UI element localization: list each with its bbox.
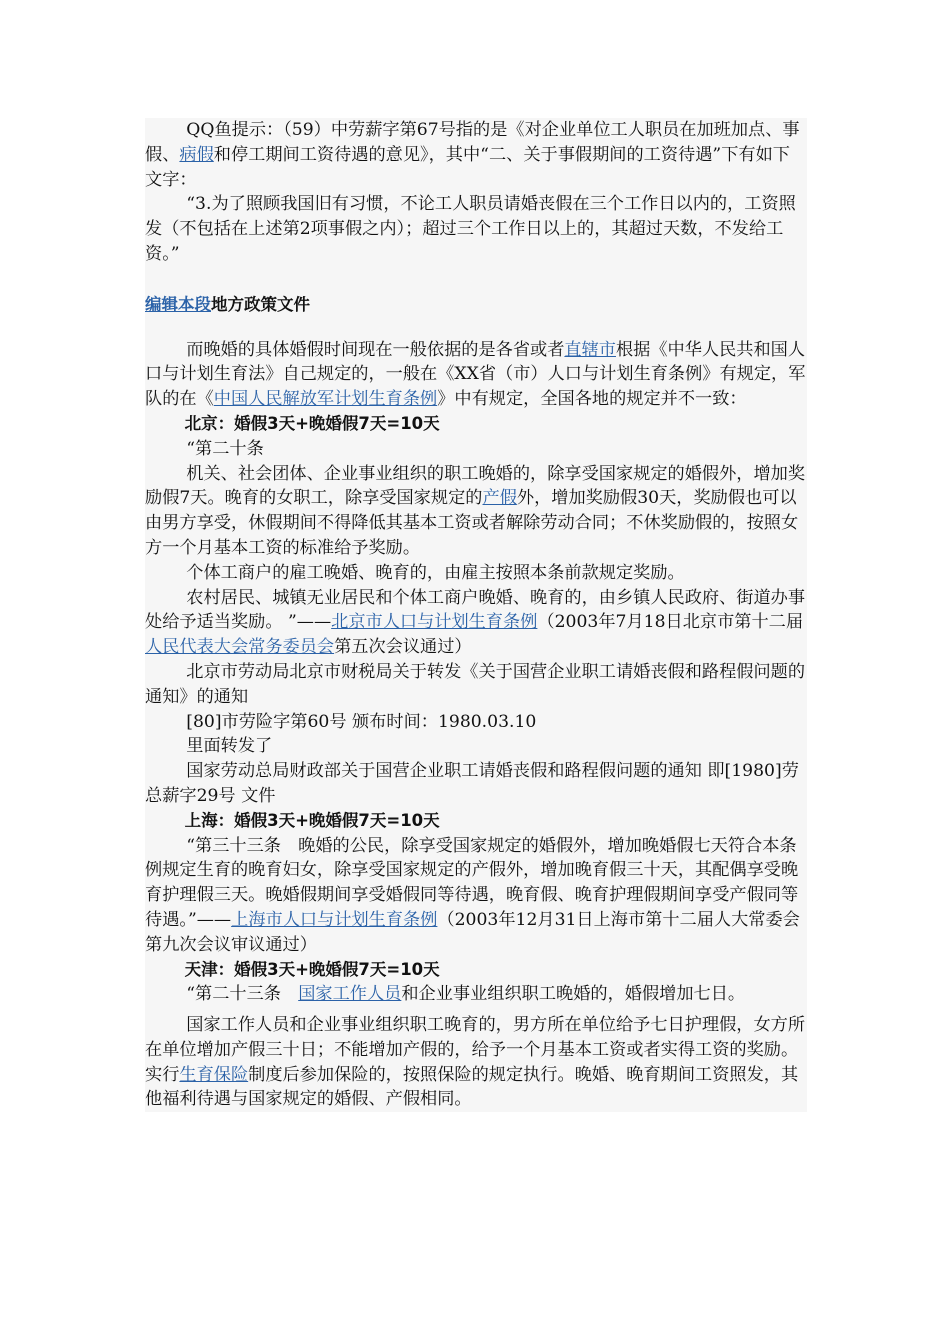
beijing-paragraph-6: 里面转发了: [186, 736, 273, 757]
text: 制度后参加保险的，按照保险的规定执行。晚婚、晚育期间工资照发，其他福利待遇与国家规定的婚假、产假相同。: [145, 1064, 799, 1110]
beijing-heading: 北京：婚假3天+晚婚假7天=10天: [184, 413, 440, 433]
text: 国家工作人员和企业事业组织职工晚育的，男方所在单位给予七日护理假，女方所在单位增加产假三十日；不能增加产假的，给予一个月基本工资或者实得工资的奖励。实行: [145, 1015, 806, 1085]
text: 而晚婚的具体婚假时间现在一般依据的是各省或者: [186, 339, 565, 360]
document-page: [145, 118, 807, 1112]
text: 和企业事业组织职工晚婚的，婚假增加七日。: [401, 984, 746, 1005]
beijing-paragraph-4: 北京市劳动局北京市财税局关于转发《关于国营企业职工请婚丧假和路程假问题的通知》的通知: [145, 661, 806, 707]
tianjin-heading: 天津：婚假3天+晚婚假7天=10天: [184, 959, 440, 979]
text: （2003年12月31日上海市第十二届人大常委会第九次会议审议通过）: [145, 909, 800, 955]
link-shanghai-regulation[interactable]: 上海市人口与计划生育条例: [231, 909, 438, 930]
beijing-paragraph-5: [80]市劳险字第60号 颁布时间：1980.03.10: [186, 711, 537, 732]
shanghai-heading: 上海：婚假3天+晚婚假7天=10天: [184, 810, 440, 830]
text: 》中有规定，全国各地的规定并不一致：: [437, 389, 747, 410]
beijing-paragraph-3: [145, 586, 807, 660]
shanghai-paragraph: [145, 834, 807, 958]
text: 第五次会议通过）: [334, 637, 472, 658]
link-maternity-insurance[interactable]: 生育保险: [179, 1064, 249, 1085]
link-sick-leave[interactable]: 病假: [179, 144, 214, 165]
beijing-paragraph-1: [145, 462, 807, 561]
text: 机关、社会团体、企业事业组织的职工晚婚的，除享受国家规定的婚假外，增加奖励假7天。晚育的女职工，除享受国家规定的: [145, 463, 806, 509]
paragraph-intro: [145, 338, 807, 412]
link-beijing-regulation[interactable]: 北京市人口与计划生育条例: [331, 612, 538, 633]
text: （2003年7月18日北京市第十二届: [537, 612, 804, 633]
link-standing-committee[interactable]: 人民代表大会常务委员会: [145, 637, 335, 658]
link-maternity-leave[interactable]: 产假: [482, 488, 517, 509]
beijing-article: “第二十条: [186, 438, 264, 459]
link-pla-regulation[interactable]: 中国人民解放军计划生育条例: [213, 389, 438, 410]
beijing-paragraph-7: 国家劳动总局财政部关于国营企业职工请婚丧假和路程假问题的通知 即[1980]劳总薪字29号 文件: [145, 761, 799, 806]
paragraph-qq-tip: [145, 118, 807, 192]
tianjin-paragraph-1: [145, 982, 807, 1007]
paragraph-quote: “3.为了照顾我国旧有习惯，不论工人职员请婚丧假在三个工作日以内的，工资照发（不包括在上述第2项事假之内）；超过三个工作日以上的，其超过天数，不发给工资。”: [145, 194, 796, 264]
section-title: 地方政策文件: [211, 294, 310, 314]
beijing-paragraph-2: 个体工商户的雇工晚婚、晚育的，由雇主按照本条前款规定奖励。: [186, 562, 685, 583]
tianjin-paragraph-2: [145, 1013, 807, 1112]
edit-section-link[interactable]: 编辑本段: [145, 294, 211, 314]
text: 和停工期间工资待遇的意见》，其中“二、关于事假期间的工资待遇”下有如下文字：: [145, 144, 790, 190]
text: “第三十三条 晚婚的公民，除享受国家规定的婚假外，增加晚婚假七天符合本条例规定生育的晚育妇女，除享受国家规定的产假外，增加晚育假三十天，其配偶享受晚育护理假三天。晚婚假期间享受婚假同等待遇，晚育假、晚育护理假期间享受产假同等待遇。”——: [145, 835, 799, 930]
section-heading: [145, 293, 807, 318]
link-municipality[interactable]: 直辖市: [564, 339, 616, 360]
text: 根据《中华人民共和国人口与计划生育法》自己规定的，一般在《XX省（市）人口与计划生育条例》有规定，军队的在《: [145, 339, 806, 410]
text: QQ鱼提示：（59）中劳薪字第67号指的是《对企业单位工人职员在加班加点、事假、: [145, 120, 800, 165]
text: “第二十三条: [186, 984, 299, 1005]
text: 外，增加奖励假30天，奖励假也可以由男方享受，休假期间不得降低其基本工资或者解除劳动合同；不休奖励假的，按照女方一个月基本工资的标准给予奖励。: [145, 488, 799, 558]
link-state-employees[interactable]: 国家工作人员: [298, 984, 402, 1005]
text: 农村居民、城镇无业居民和个体工商户晚婚、晚育的，由乡镇人民政府、街道办事处给予适当奖励。 ”——: [145, 587, 806, 633]
